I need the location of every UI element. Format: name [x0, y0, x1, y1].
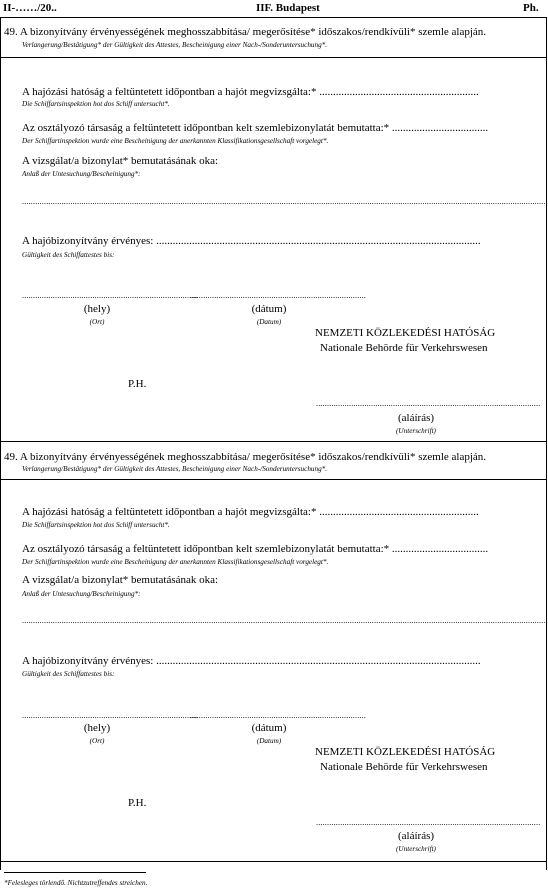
section-title-de: Verlangerung/Bestätigung* der Gültigkeit des Attestes, Bescheinigung einer Nach-/Sonderuntersuchung*.	[22, 41, 328, 49]
place-dotted-line[interactable]: ................................................................................	[22, 291, 198, 300]
section-divider	[0, 479, 547, 480]
authority-name: NEMZETI KÖZLEKEDÉSI HATÓSÁG	[315, 327, 496, 339]
section-divider	[0, 57, 547, 58]
place-label: (hely)	[83, 722, 111, 734]
page-indicator: Ph.	[523, 2, 539, 14]
section-title-de: Verlangerung/Bestätigung* der Gültigkeit des Attestes, Bescheinigung einer Nach-/Sonderuntersuchung*.	[22, 465, 328, 473]
signature-dotted-line[interactable]: ......................................................................................................	[316, 818, 541, 827]
place-label: (hely)	[83, 303, 111, 315]
footnote: *Felesleges törlendő. Nichtzutreffendes streichen.	[4, 879, 148, 887]
signature-dotted-line[interactable]: ......................................................................................................	[316, 399, 541, 408]
reason-dotted-line[interactable]: ...............................................................................................................................................................................................................................................	[22, 616, 548, 625]
date-dotted-line[interactable]: ................................................................................	[190, 711, 366, 720]
inspection-line: A hajózási hatóság a feltüntetett időpontban a hajót megvizsgálta:* ..........................................................	[22, 506, 479, 518]
reason-label: A vizsgálat/a bizonylat* bemutatásának oka:	[22, 155, 219, 167]
place-label-de: (Ort)	[89, 737, 105, 745]
stamp-placeholder: P.H.	[128, 797, 147, 809]
signature-label-de: (Unterschrift)	[396, 427, 436, 435]
stamp-placeholder: P.H.	[128, 378, 147, 390]
date-label-de: (Datum)	[256, 318, 282, 326]
frame-right-line	[546, 17, 547, 870]
reason-dotted-line[interactable]: ...............................................................................................................................................................................................................................................	[22, 197, 548, 206]
classification-line: Az osztályozó társaság a feltüntetett időpontban kelt szemlebizonylatát bemutatta:* ...................................	[22, 122, 489, 134]
classification-line-de: Der Schiffartinspektion wurde eine Bescheinigung der anerkannten Klassifikationsgesellschaft vorgelegt*.	[22, 558, 329, 566]
date-label: (dátum)	[251, 303, 287, 315]
reason-label-de: Anlaß der Untesuchung/Bescheinigung*:	[22, 170, 141, 178]
frame-bottom-line	[0, 861, 547, 862]
signature-label-de: (Unterschrift)	[396, 845, 436, 853]
signature-label: (aláírás)	[397, 830, 435, 842]
date-label-de: (Datum)	[256, 737, 282, 745]
authority-name-de: Nationale Behörde für Verkehrswesen	[320, 761, 488, 773]
validity-line-de: Gültigkeit des Schiffattestes bis:	[22, 670, 115, 678]
authority-name-de: Nationale Behörde für Verkehrswesen	[320, 342, 488, 354]
date-dotted-line[interactable]: ................................................................................	[190, 291, 366, 300]
classification-line-de: Der Schiffartinspektion wurde eine Bescheinigung der anerkannten Klassifikationsgesellschaft vorgelegt*.	[22, 137, 329, 145]
section-title: 49. A bizonyítvány érvényességének meghosszabbítása/ megerősítése* időszakos/rendkívüli* szemle alapján.	[4, 451, 487, 463]
reason-label-de: Anlaß der Untesuchung/Bescheinigung*:	[22, 590, 141, 598]
authority-name: NEMZETI KÖZLEKEDÉSI HATÓSÁG	[315, 746, 496, 758]
office-name: IIF. Budapest	[256, 2, 320, 14]
inspection-line: A hajózási hatóság a feltüntetett időpontban a hajót megvizsgálta:* ..........................................................	[22, 86, 479, 98]
validity-line: A hajóbizonyítvány érvényes: ......................................................................................................................	[22, 235, 481, 247]
inspection-line-de: Die Schiffartsinspektion hot dos Schiff untersucht*.	[22, 521, 170, 529]
frame-left-line	[0, 17, 1, 870]
date-label: (dátum)	[251, 722, 287, 734]
place-dotted-line[interactable]: ................................................................................	[22, 711, 198, 720]
footnote-rule	[4, 872, 146, 873]
form-number: II-……/20..	[3, 2, 57, 14]
signature-label: (aláírás)	[397, 412, 435, 424]
validity-line-de: Gültigkeit des Schiffattestes bis:	[22, 251, 115, 259]
reason-label: A vizsgálat/a bizonylat* bemutatásának oka:	[22, 574, 219, 586]
frame-top-line	[0, 17, 547, 18]
classification-line: Az osztályozó társaság a feltüntetett időpontban kelt szemlebizonylatát bemutatta:* ...................................	[22, 543, 489, 555]
place-label-de: (Ort)	[89, 318, 105, 326]
section-separator	[0, 441, 547, 442]
section-title: 49. A bizonyítvány érvényességének meghosszabbítása/ megerősítése* időszakos/rendkívüli* szemle alapján.	[4, 26, 487, 38]
validity-line: A hajóbizonyítvány érvényes: ......................................................................................................................	[22, 655, 481, 667]
inspection-line-de: Die Schiffartsinspektion hot dos Schiff untersucht*.	[22, 100, 170, 108]
